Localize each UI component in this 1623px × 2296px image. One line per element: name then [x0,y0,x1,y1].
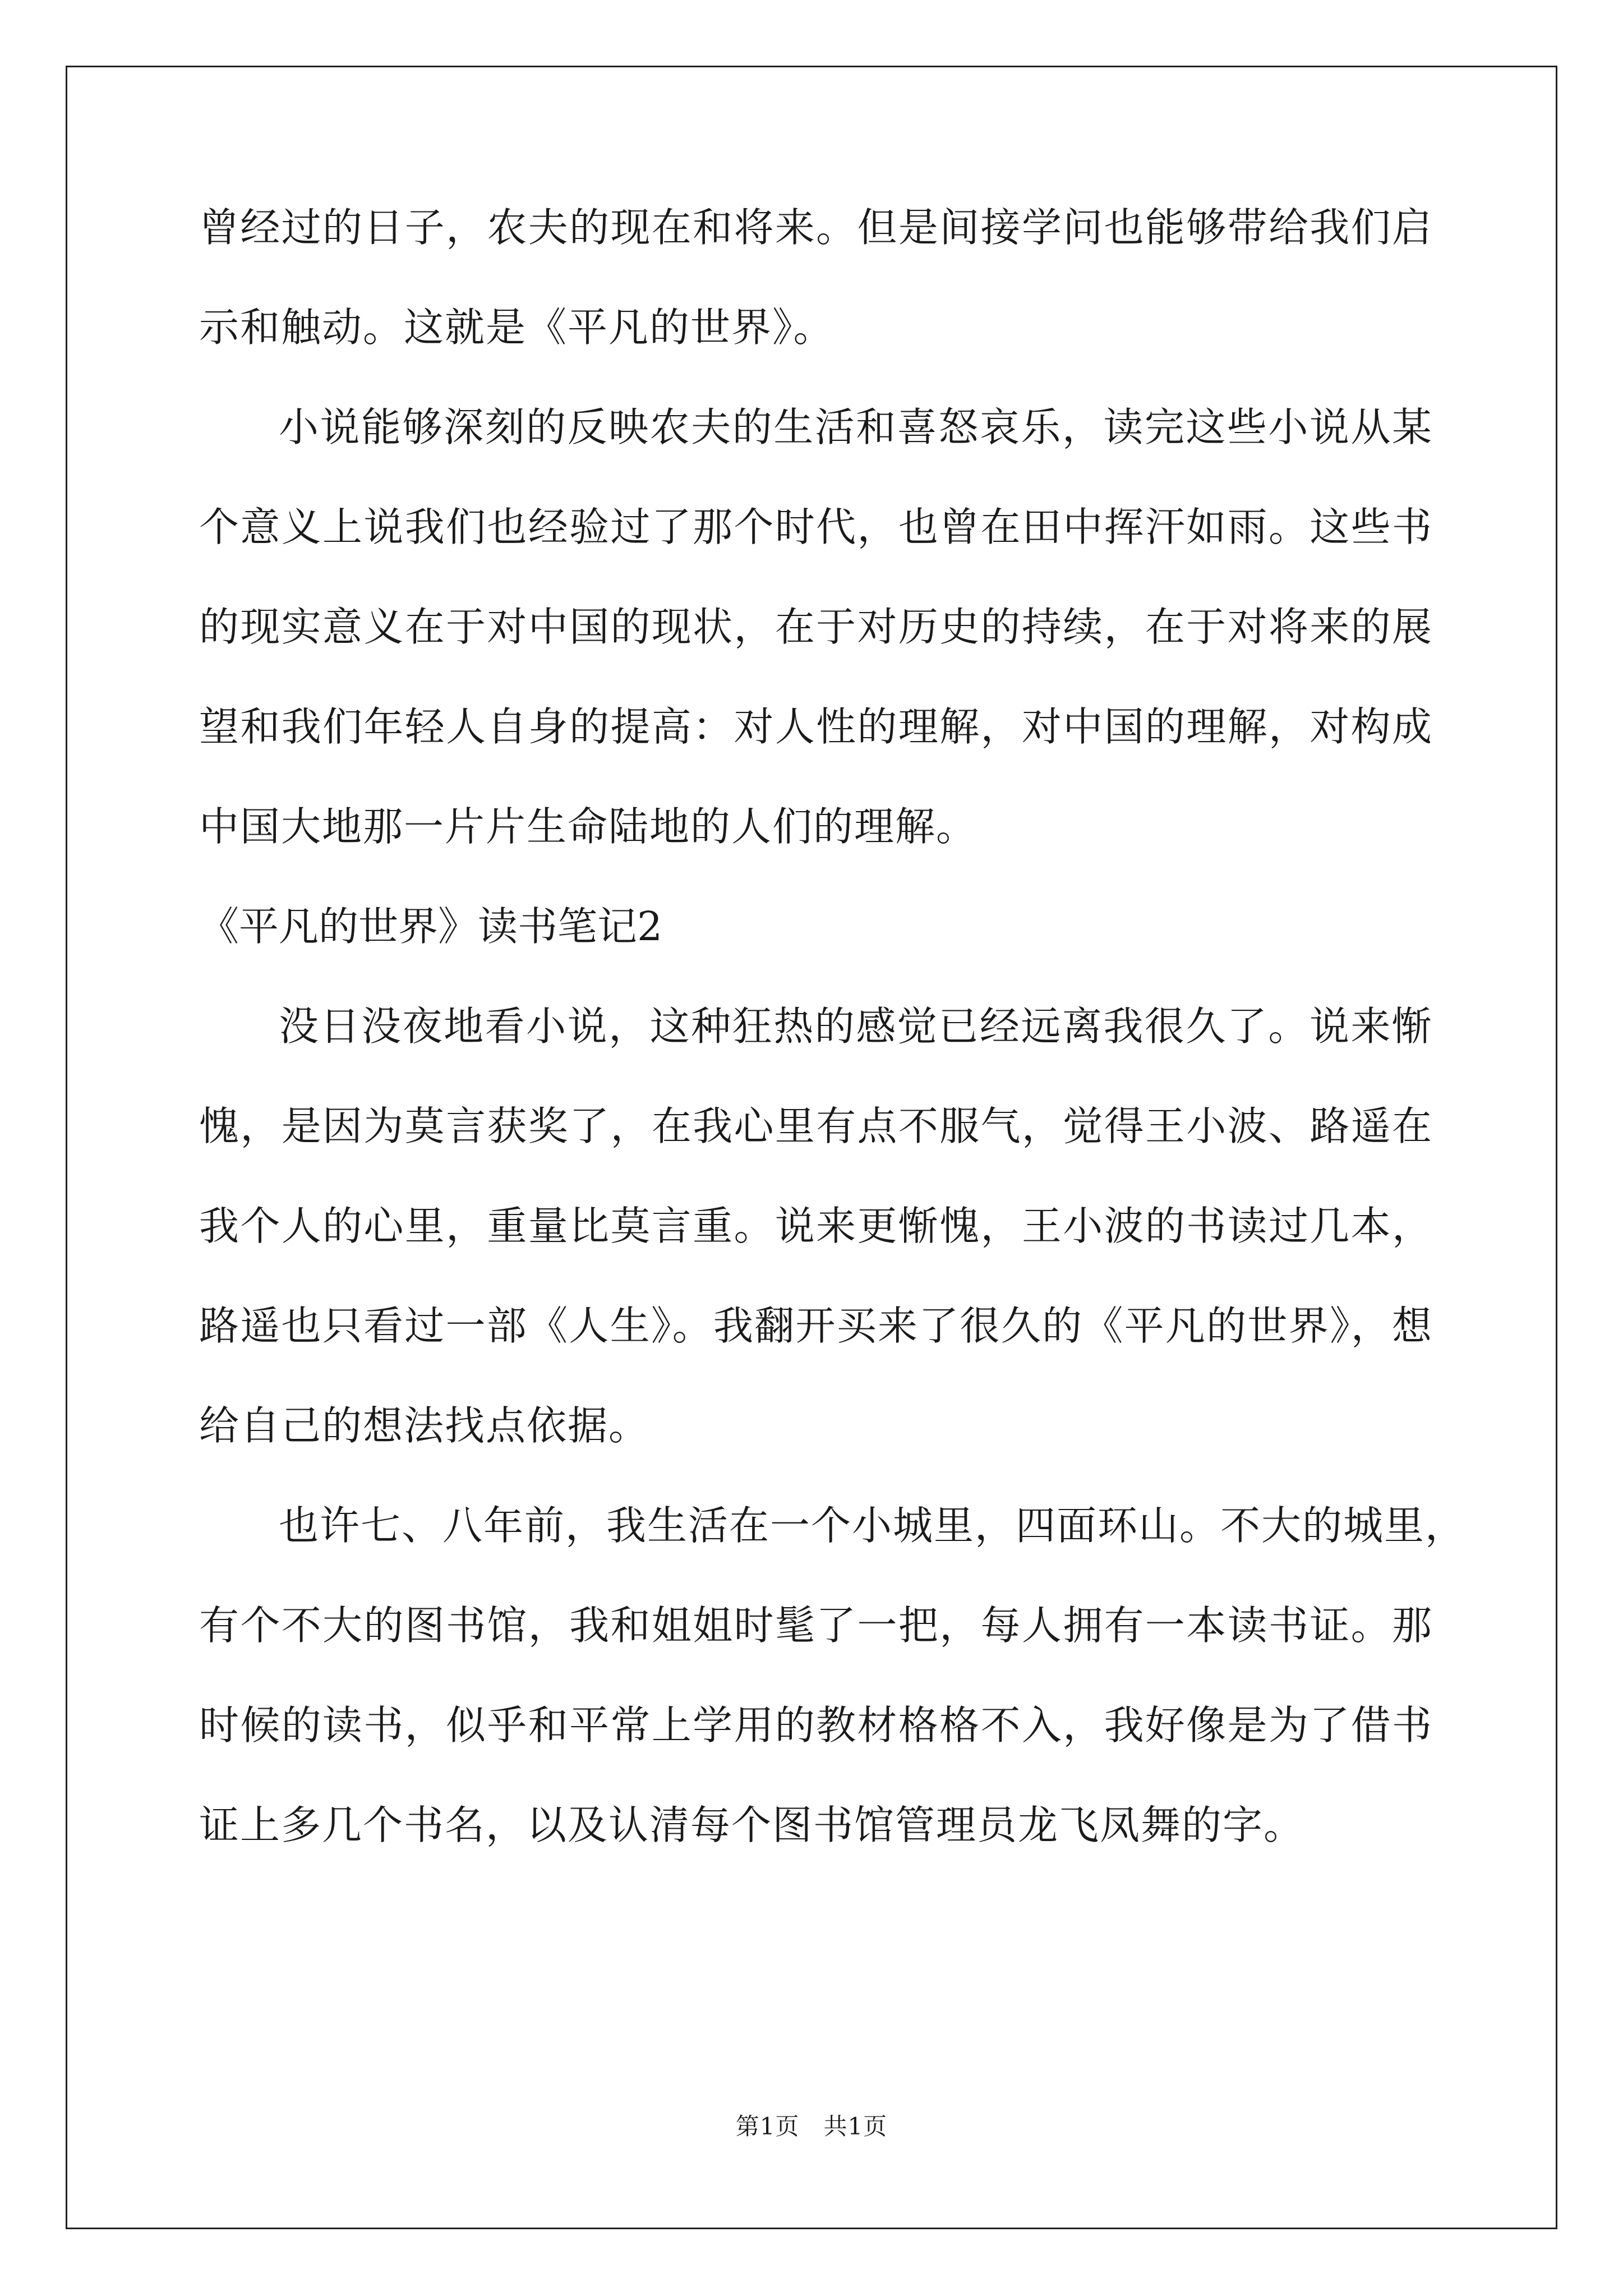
text-line: 没日没夜地看小说，这种狂热的感觉已经远离我很久了。说来惭 [279,1003,1433,1050]
text-line: 给自己的想法找点依据。 [199,1402,650,1449]
text-line: 的现实意义在于对中国的现状，在于对历史的持续，在于对将来的展 [199,604,1433,650]
section-heading: 《平凡的世界》读书笔记2 [199,903,663,950]
text-line: 我个人的心里，重量比莫言重。说来更惭愧，王小波的书读过几本， [199,1203,1433,1249]
text-line: 路遥也只看过一部《人生》。我翻开买来了很久的《平凡的世界》，想 [199,1303,1433,1349]
page-number: 第1页 共1页 [735,2113,888,2140]
text-line: 愧，是因为莫言获奖了，在我心里有点不服气，觉得王小波、路遥在 [199,1103,1433,1149]
text-line: 中国大地那一片片生命陆地的人们的理解。 [199,803,978,850]
text-line: 证上多几个书名，以及认清每个图书馆管理员龙飞凤舞的字。 [199,1802,1305,1848]
text-line: 有个不大的图书馆，我和姐姐时髦了一把，每人拥有一本读书证。那 [199,1602,1433,1649]
text-line: 小说能够深刻的反映农夫的生活和喜怒哀乐，读完这些小说从某 [279,404,1433,450]
text-line: 曾经过的日子，农夫的现在和将来。但是间接学问也能够带给我们启 [199,204,1433,251]
text-line: 也许七、八年前，我生活在一个小城里，四面环山。不大的城里， [279,1502,1467,1549]
page-footer [0,2115,1623,2138]
text-line: 望和我们年轻人自身的提高：对人性的理解，对中国的理解，对构成 [199,703,1433,750]
document-body [199,204,1467,1905]
text-line: 个意义上说我们也经验过了那个时代，也曾在田中挥汗如雨。这些书 [199,504,1433,550]
text-line: 时候的读书，似乎和平常上学用的教材格格不入，我好像是为了借书 [199,1702,1433,1749]
text-line: 示和触动。这就是《平凡的世界》。 [199,304,834,351]
